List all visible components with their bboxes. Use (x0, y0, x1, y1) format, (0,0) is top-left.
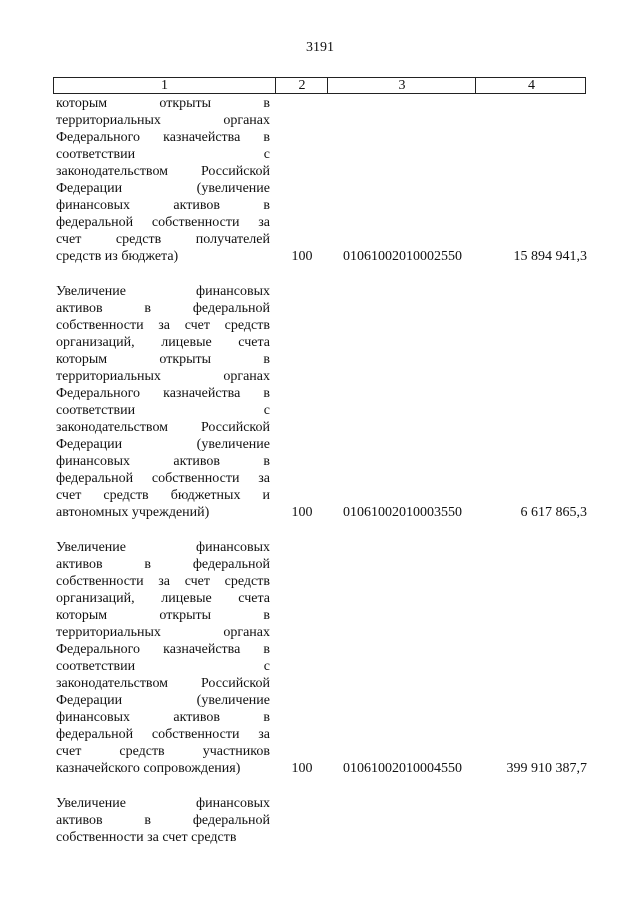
description-line: финансовых активов в (56, 198, 270, 213)
description-line: Федерации (увеличение (56, 693, 270, 708)
row-budget-code: 01061002010004550 (343, 761, 462, 776)
description-line: собственности за счет средств (56, 574, 270, 589)
row-description (56, 95, 270, 265)
description-line: собственности за счет средств (56, 318, 270, 333)
description-line: счет средств участников (56, 744, 270, 759)
table-row (56, 539, 589, 777)
table-row (56, 95, 589, 265)
description-line: счет средств бюджетных и (56, 488, 270, 503)
description-line: законодательством Российской (56, 676, 270, 691)
description-line: федеральной собственности за (56, 471, 270, 486)
description-line: Федерального казначейства в (56, 130, 270, 145)
description-line: казначейского сопровождения) (56, 761, 241, 776)
page-number: 3191 (306, 40, 334, 55)
table-body (56, 95, 589, 846)
description-line: собственности за счет средств (56, 830, 237, 845)
row-budget-code: 01061002010002550 (343, 249, 462, 264)
description-line: соответствии с (56, 659, 270, 674)
description-line: финансовых активов в (56, 710, 270, 725)
row-budget-code: 01061002010003550 (343, 505, 462, 520)
row-description (56, 795, 270, 846)
description-line: Федерального казначейства в (56, 642, 270, 657)
description-line: активов в федеральной (56, 813, 270, 828)
table-row (56, 283, 589, 521)
description-line: Увеличение финансовых (56, 284, 270, 299)
header-col-4: 4 (475, 78, 587, 93)
description-line: автономных учреждений) (56, 505, 210, 520)
description-line: федеральной собственности за (56, 215, 270, 230)
row-chapter-code: 100 (291, 249, 313, 264)
description-line: Федерации (увеличение (56, 437, 270, 452)
description-line: средств из бюджета) (56, 249, 179, 264)
table-header-row (53, 77, 586, 94)
description-line: законодательством Российской (56, 420, 270, 435)
description-line: активов в федеральной (56, 557, 270, 572)
description-line: которым открыты в (56, 352, 270, 367)
row-description (56, 283, 270, 521)
row-chapter-code: 100 (291, 505, 313, 520)
description-line: Увеличение финансовых (56, 796, 270, 811)
row-amount: 6 617 865,3 (520, 505, 587, 520)
header-col-3: 3 (327, 78, 476, 93)
description-line: соответствии с (56, 403, 270, 418)
header-col-1: 1 (161, 78, 168, 93)
description-line: Увеличение финансовых (56, 540, 270, 555)
description-line: Федерального казначейства в (56, 386, 270, 401)
description-line: территориальных органах (56, 113, 270, 128)
description-line: активов в федеральной (56, 301, 270, 316)
description-line: счет средств получателей (56, 232, 270, 247)
description-line: финансовых активов в (56, 454, 270, 469)
description-line: которым открыты в (56, 608, 270, 623)
description-line: федеральной собственности за (56, 727, 270, 742)
table-row (56, 795, 589, 846)
description-line: которым открыты в (56, 96, 270, 111)
description-line: территориальных органах (56, 625, 270, 640)
description-line: законодательством Российской (56, 164, 270, 179)
header-col-2: 2 (275, 78, 328, 93)
description-line: организаций, лицевые счета (56, 591, 270, 606)
row-amount: 15 894 941,3 (513, 249, 587, 264)
row-description (56, 539, 270, 777)
description-line: соответствии с (56, 147, 270, 162)
description-line: Федерации (увеличение (56, 181, 270, 196)
description-line: организаций, лицевые счета (56, 335, 270, 350)
description-line: территориальных органах (56, 369, 270, 384)
row-amount: 399 910 387,7 (506, 761, 587, 776)
row-chapter-code: 100 (291, 761, 313, 776)
